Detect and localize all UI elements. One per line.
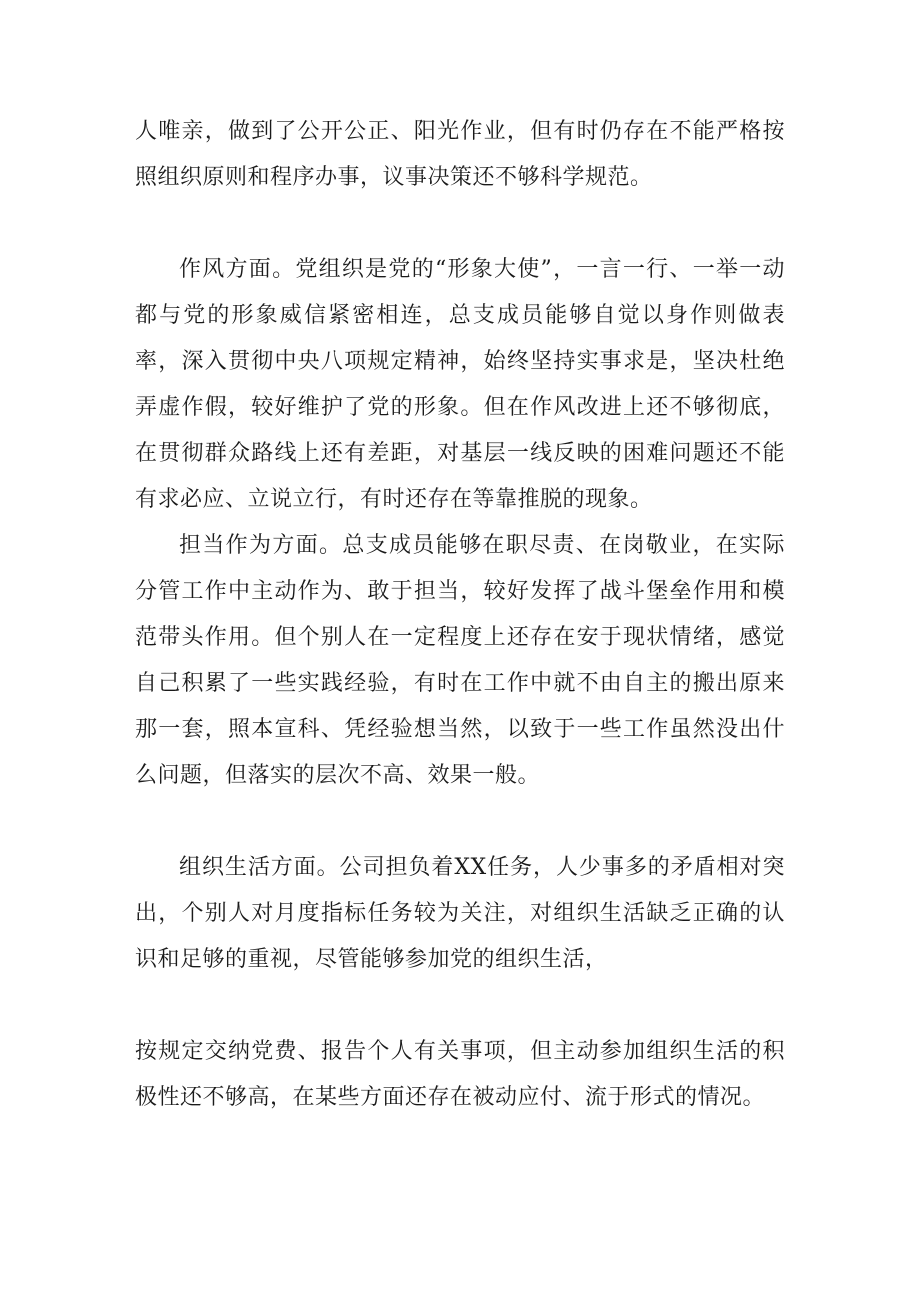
paragraph-continuation: 人唯亲，做到了公开公正、阳光作业，但有时仍存在不能严格按照组织原则和程序办事，议事决策还不够科学规范。 [135,119,785,190]
paragraph-responsibility: 担当作为方面。总支成员能够在职尽责、在岗敬业，在实际分管工作中主动作为、敢于担当，较好发挥了战斗堡垒作用和模范带头作用。但个别人在一定程度上还存在安于现状情绪，感觉自己积累了一些实践经验，有时在工作中就不由自主的搬出原来那一套，照本宣科、凭经验想当然，以致于一些工作虽然没出什么问题，但落实的层次不高、效果一般。 [135,533,785,788]
paragraph-organizational-life: 组织生活方面。公司担负着XX任务，人少事多的矛盾相对突出，个别人对月度指标任务较为关注，对组织生活缺乏正确的认识和足够的重视，尽管能够参加党的组织生活， [135,855,785,972]
paragraph-organizational-life-continued: 按规定交纳党费、报告个人有关事项，但主动参加组织生活的积极性还不够高，在某些方面还存在被动应付、流于形式的情况。 [135,1039,785,1110]
paragraph-work-style: 作风方面。党组织是党的“形象大使”，一言一行、一举一动都与党的形象威信紧密相连，总支成员能够自觉以身作则做表率，深入贯彻中央八项规定精神，始终坚持实事求是，坚决杜绝弄虚作假，较好维护了党的形象。但在作风改进上还不够彻底，在贯彻群众路线上还有差距，对基层一线反映的困难问题还不能有求必应、立说立行，有时还存在等靠推脱的现象。 [135,257,785,512]
